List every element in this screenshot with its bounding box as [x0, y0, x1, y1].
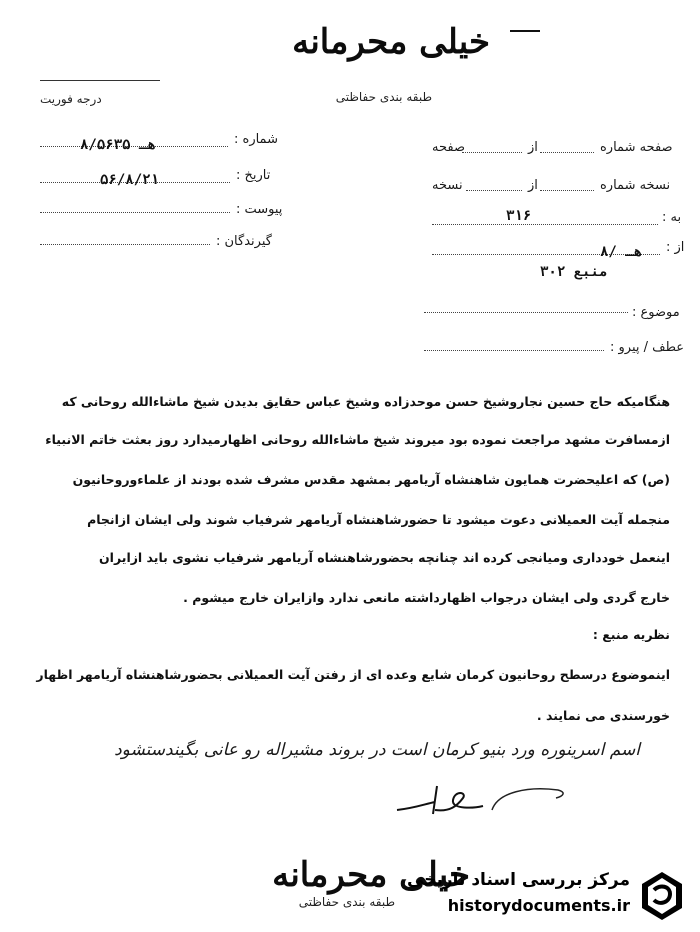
handwritten-note: اسم اسرینوره ورد بنیو کرمان است در بروند مشیراله رو عانی بگیندستشود	[114, 740, 640, 760]
classification-label-bottom: طبقه بندی حفاظتی	[298, 895, 395, 909]
page-of-label: از	[528, 140, 538, 155]
classification-stamp-top: خیلی محرمانه	[292, 22, 490, 62]
urgency-label: درجه فوریت	[40, 92, 102, 106]
copy-label: نسخه	[432, 178, 463, 193]
page-number-dots	[540, 152, 594, 153]
reference-dots	[424, 350, 604, 351]
page-of-dots	[462, 152, 522, 153]
copy-number-label: نسخه شماره	[600, 178, 671, 193]
watermark-center-name: مرکز بررسی اسناد تاریخی	[407, 870, 630, 890]
source-label: منبع ۳۰۲	[540, 264, 608, 280]
body-line-2: ازمسافرت مشهد مراجعت نموده بود میروند شیخ ماشاءالله روحانی اظهارمیدارد روز بعثت خاتم الانبیاء	[45, 432, 670, 447]
date-value: ۵۶/۸/۲۱	[100, 172, 160, 188]
classification-stamp-bottom: خیلی محرمانه	[272, 855, 470, 895]
body-line-4: منجمله آیت العمیلانی دعوت میشود تا حضورشاهنشاه آریامهر شرفیاب شوند ولی ایشان ازانجام	[87, 512, 670, 527]
source-opinion-heading: نظریه منبع :	[592, 627, 670, 642]
page-label: صفحه	[432, 140, 465, 155]
attachment-label: پیوست :	[236, 202, 283, 217]
to-value: ۳۱۶	[506, 208, 532, 224]
copy-of-label: از	[528, 178, 538, 193]
to-dots	[432, 224, 658, 225]
source-opinion-line-1: اینموضوع درسطح روحانیون کرمان شایع وعده ای از رفتن آیت العمیلانی بحضورشاهنشاه آریامهر اظهار	[36, 667, 670, 682]
attachment-dots	[40, 212, 230, 213]
from-label: از :	[666, 240, 685, 255]
watermark-logo-icon	[638, 870, 686, 922]
body-line-5: اینعمل خودداری ومیانجی کرده اند چنانچه بحضورشاهنشاه آریامهر شرفیاب نشوی باید ازایران	[99, 550, 670, 565]
copy-number-dots	[540, 190, 594, 191]
body-line-6: خارج گردی ولی ایشان درجواب اظهارداشته مانعی ندارد وازایران خارج میشوم .	[183, 590, 670, 605]
recipients-dots	[40, 244, 210, 245]
page-number-label: صفحه شماره	[600, 140, 673, 155]
date-label: تاریخ :	[236, 168, 271, 183]
source-opinion-line-2: خورسندی می نمایند .	[536, 708, 670, 723]
subject-dots	[424, 312, 628, 313]
copy-of-dots	[466, 190, 522, 191]
to-label: به :	[662, 210, 682, 225]
body-line-3: (ص) که اعلیحضرت همایون شاهنشاه آریامهر بمشهد مقدس مشرف شده بودند از علماءوروحانیون	[72, 472, 670, 487]
number-label: شماره :	[234, 132, 278, 147]
watermark	[407, 866, 690, 926]
signature-1	[395, 780, 485, 820]
classification-label-top: طبقه بندی حفاظتی	[335, 90, 432, 104]
subject-label: موضوع :	[632, 305, 680, 320]
body-line-1: هنگامیکه حاج حسین نجاروشیخ حسن موحدزاده وشیخ عباس حقایق بدیدن شیخ ماشاءالله روحانی که	[61, 394, 670, 409]
stamp-dash	[510, 30, 540, 32]
signature-2	[488, 780, 568, 816]
reference-label: عطف / پیرو :	[610, 340, 685, 355]
from-value: ۸/ هـ	[600, 244, 643, 260]
watermark-site: historydocuments.ir	[447, 896, 630, 915]
recipients-label: گیرندگان :	[216, 234, 272, 249]
number-value: ۸/۵۶۳۵ هـ	[80, 137, 156, 153]
urgency-line	[40, 80, 160, 81]
